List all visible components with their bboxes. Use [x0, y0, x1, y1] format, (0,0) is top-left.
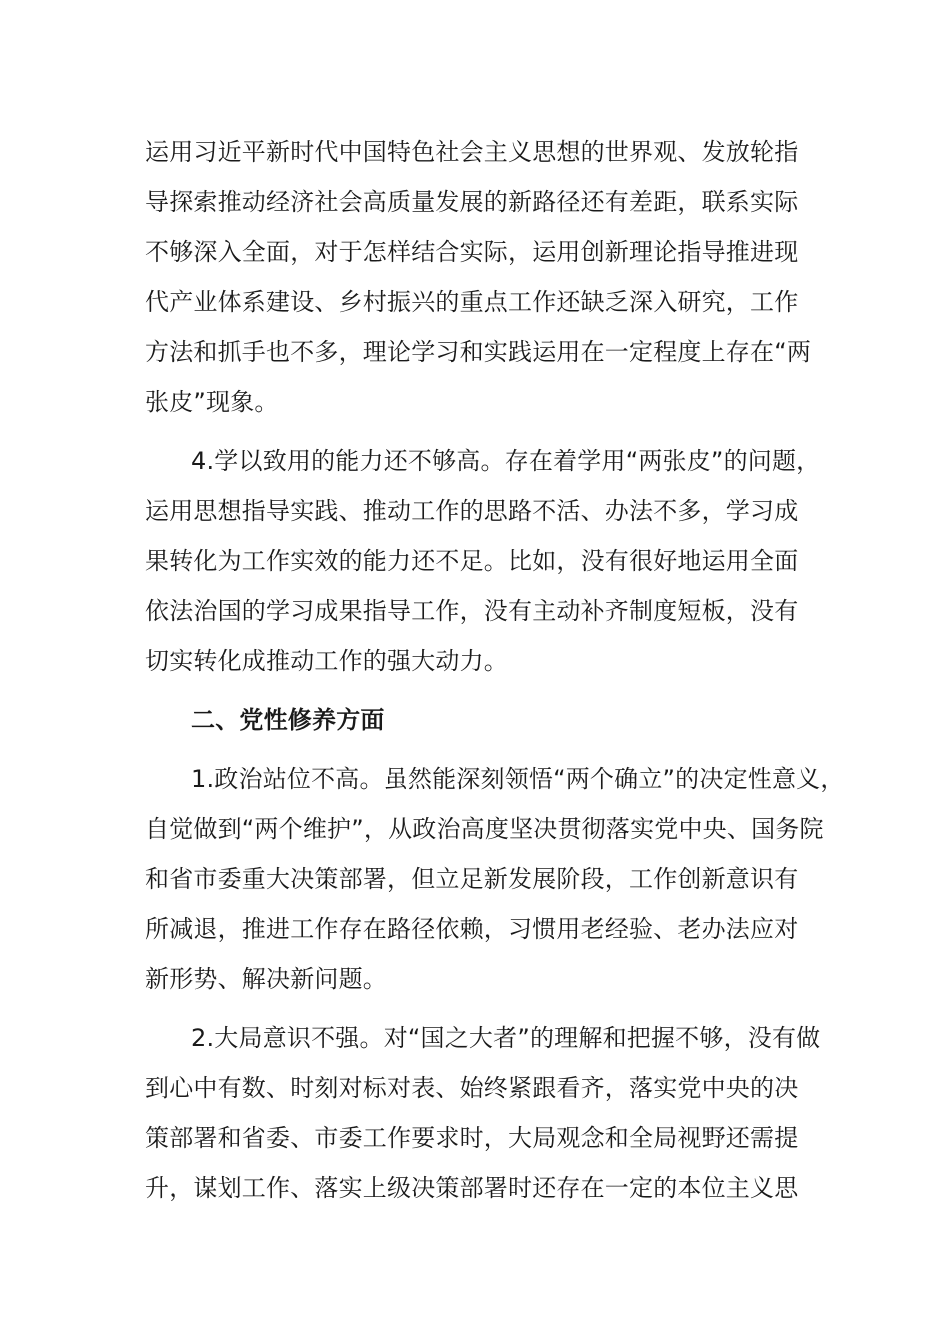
text-line: 运用习近平新时代中国特色社会主义思想的世界观、发放轮指: [145, 138, 799, 166]
document-body: [145, 127, 845, 1213]
text-line: 方法和抓手也不多，理论学习和实践运用在一定程度上存在“两: [145, 338, 812, 366]
text-line: 代产业体系建设、乡村振兴的重点工作还缺乏深入研究，工作: [145, 288, 799, 316]
text-line: 新形势、解决新问题。: [145, 965, 387, 993]
text-line: 4.学以致用的能力还不够高。存在着学用“两张皮”的问题，: [191, 447, 821, 475]
text-line: 依法治国的学习成果指导工作，没有主动补齐制度短板，没有: [145, 597, 799, 625]
text-line: 运用思想指导实践、推动工作的思路不活、办法不多，学习成: [145, 497, 799, 525]
text-line: 自觉做到“两个维护”，从政治高度坚决贯彻落实党中央、国务院: [145, 815, 824, 843]
text-line: 策部署和省委、市委工作要求时，大局观念和全局视野还需提: [145, 1124, 799, 1152]
text-line: 切实转化成推动工作的强大动力。: [145, 647, 508, 675]
text-line: 2.大局意识不强。对“国之大者”的理解和把握不够，没有做: [191, 1024, 821, 1052]
text-line: 导探索推动经济社会高质量发展的新路径还有差距，联系实际: [145, 188, 799, 216]
paragraph-item-4: [145, 436, 825, 686]
paragraph-item-2: [145, 1013, 825, 1213]
section-heading: [145, 695, 825, 745]
text-line: 果转化为工作实效的能力还不足。比如，没有很好地运用全面: [145, 547, 799, 575]
text-line: 和省市委重大决策部署，但立足新发展阶段，工作创新意识有: [145, 865, 799, 893]
text-line: 到心中有数、时刻对标对表、始终紧跟看齐，落实党中央的决: [145, 1074, 799, 1102]
text-line: 张皮”现象。: [145, 388, 279, 416]
text-line: 不够深入全面，对于怎样结合实际，运用创新理论指导推进现: [145, 238, 799, 266]
paragraph-item-1: [145, 754, 845, 1004]
text-line: 所减退，推进工作存在路径依赖，习惯用老经验、老办法应对: [145, 915, 799, 943]
paragraph-continuation: [145, 127, 825, 427]
text-line: 升，谋划工作、落实上级决策部署时还存在一定的本位主义思: [145, 1174, 799, 1202]
section-heading-text: 二、党性修养方面: [191, 706, 385, 734]
text-line: 1.政治站位不高。虽然能深刻领悟“两个确立”的决定性意义，: [191, 765, 845, 793]
